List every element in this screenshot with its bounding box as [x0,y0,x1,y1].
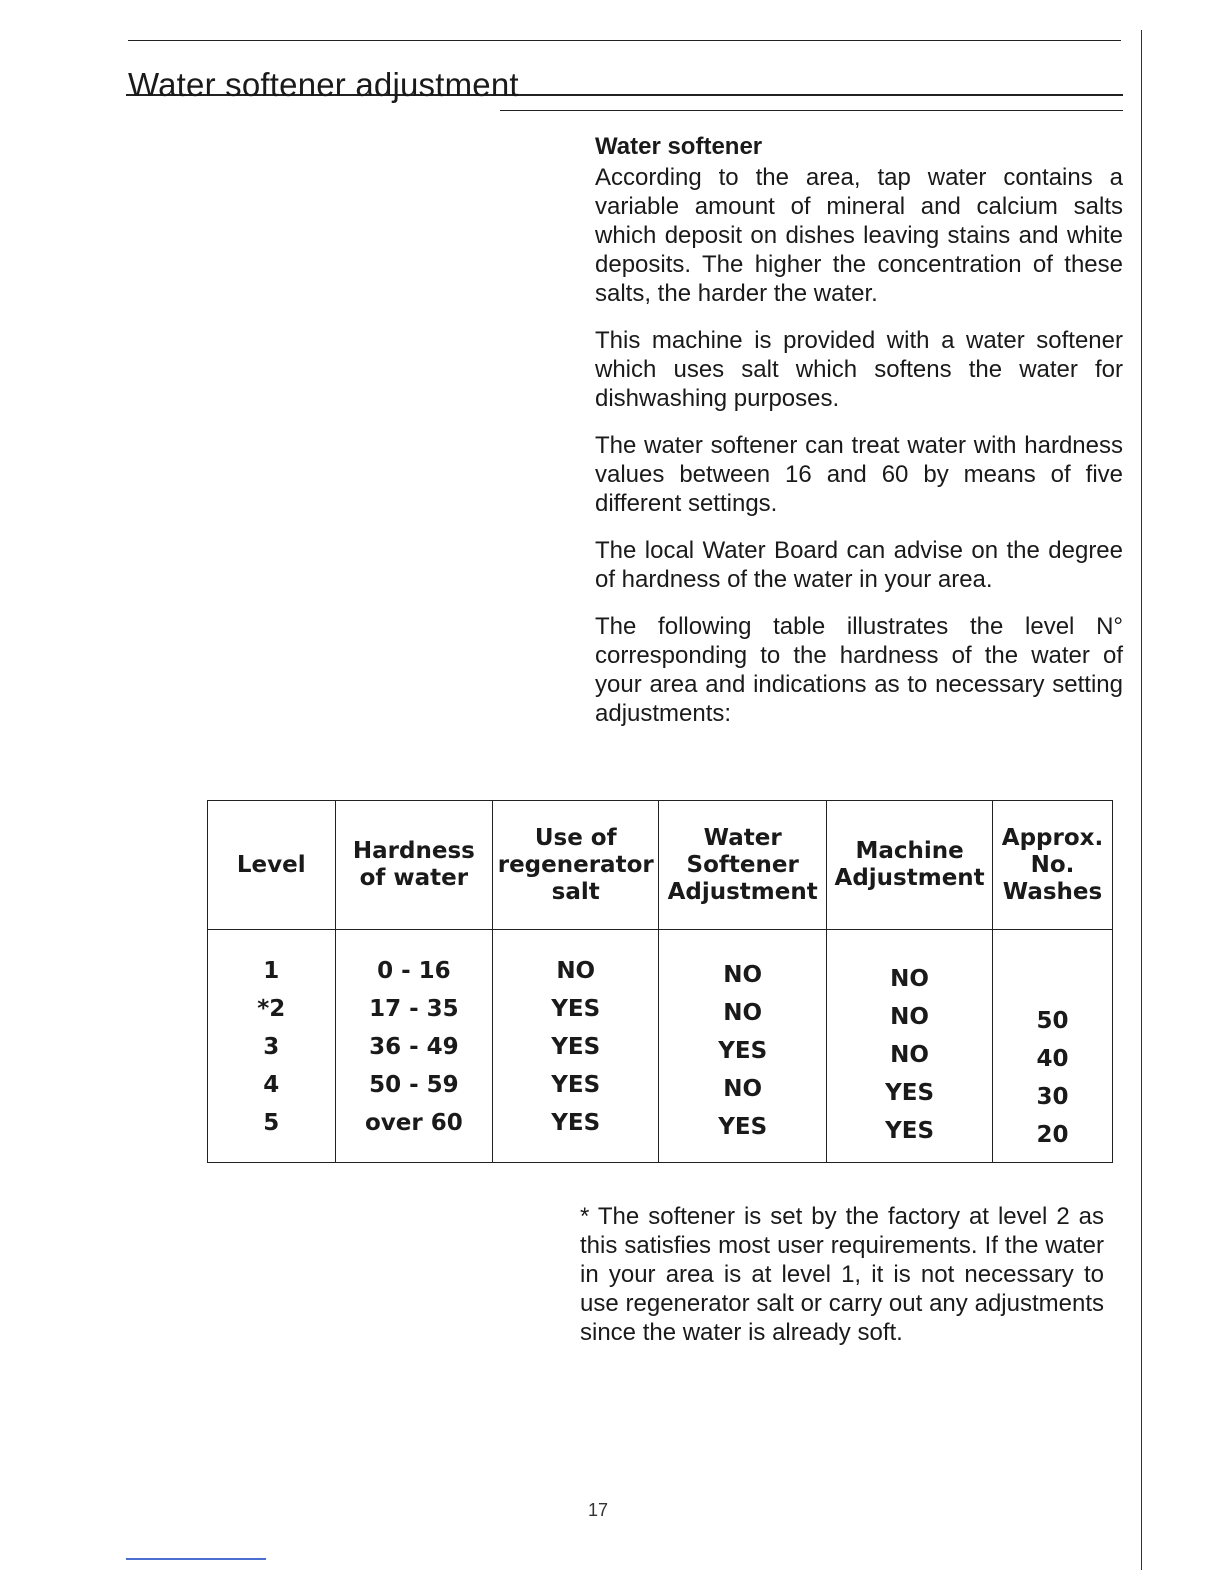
intro-text-2: The higher the concentration of these salts, the harder the water. [595,251,1124,307]
header-hardness: Hardness of water [335,801,493,930]
header-softener-adjustment: Water Softener Adjustment [659,801,827,930]
table-cell: 50 - 59 [369,1072,459,1098]
table-cell: NO [723,1000,763,1026]
table-cell: 50 [1036,1008,1069,1034]
header-level: Level [208,801,336,930]
table-cell [995,964,1110,1002]
table-cell: NO [890,1004,929,1030]
table-cell: YES [885,1080,935,1106]
footnote-text-1: * The softener is set by the factory at level 2 as this satisfies most user requirements. [580,1203,1104,1259]
machine-column [827,930,993,1163]
table-cell: 36 - 49 [369,1034,459,1060]
table-cell: over 60 [364,1110,463,1136]
table-cell: 40 [1036,1046,1069,1072]
page-number: 17 [588,1500,609,1520]
table-cell: YES [551,1072,601,1098]
section-heading: Water softener [595,133,763,160]
intro-text-1: According to the area, tap water contains a variable amount of mineral and calcium salts which deposit on dishes leaving stains and white deposits. [595,164,1123,278]
factory-setting-footnote [580,1202,1104,1347]
table-cell: YES [551,996,601,1022]
table-cell: 20 [1036,1122,1069,1148]
table-cell: NO [723,962,763,988]
intro-paragraph-5: The following table illustrates the level N° corresponding to the hardness of the water of your area and indications as to necessary setting adjustments: [595,613,1123,727]
intro-paragraph-2: This machine is provided with a water softener which uses salt which softens the water for dishwashing purposes. [595,327,1123,412]
intro-paragraph-3: The water softener can treat water with hardness values between 16 and 60 by means of five different settings. [595,432,1123,517]
intro-section [595,132,1123,746]
table-body [208,930,1113,1163]
page-title: Water softener adjustment [128,66,519,104]
hardness-column [335,930,493,1163]
table-cell: YES [885,1118,935,1144]
table-cell: 5 [263,1110,280,1136]
header-regenerator-salt: Use of regenerator salt [493,801,659,930]
intro-paragraph-4: The local Water Board can advise on the degree of hardness of the water in your area. [595,537,1123,593]
table-cell: NO [723,1076,763,1102]
right-margin-rule [1141,30,1142,1570]
table-cell: *2 [257,996,286,1022]
table-cell: 17 - 35 [369,996,459,1022]
water-softener-table [207,800,1113,1163]
table-cell: 3 [263,1034,280,1060]
table-cell: YES [551,1034,601,1060]
table-cell: 1 [263,958,280,984]
table-cell: YES [551,1110,601,1136]
washes-column [993,930,1113,1163]
table-cell: NO [890,966,929,992]
level-column [208,930,336,1163]
table-header-row [208,801,1113,930]
table-cell: NO [556,958,596,984]
footer-blue-line [126,1558,266,1560]
table-cell: YES [718,1114,768,1140]
salt-column [493,930,659,1163]
table-cell: YES [718,1038,768,1064]
section-rule [500,110,1123,111]
table-cell: 4 [263,1072,280,1098]
footnote-text-2: If the water in your area is at level 1, it is not necessary to use regenerator salt or carry out any adjustments since the water is already soft. [580,1232,1105,1346]
table-cell: 30 [1036,1084,1069,1110]
header-approx-washes: Approx. No. Washes [993,801,1113,930]
table-cell: NO [890,1042,929,1068]
header-machine-adjustment: Machine Adjustment [827,801,993,930]
table-cell: 0 - 16 [377,958,451,984]
header-top-rule [128,40,1121,41]
intro-paragraph-1 [595,163,1123,308]
softener-column [659,930,827,1163]
